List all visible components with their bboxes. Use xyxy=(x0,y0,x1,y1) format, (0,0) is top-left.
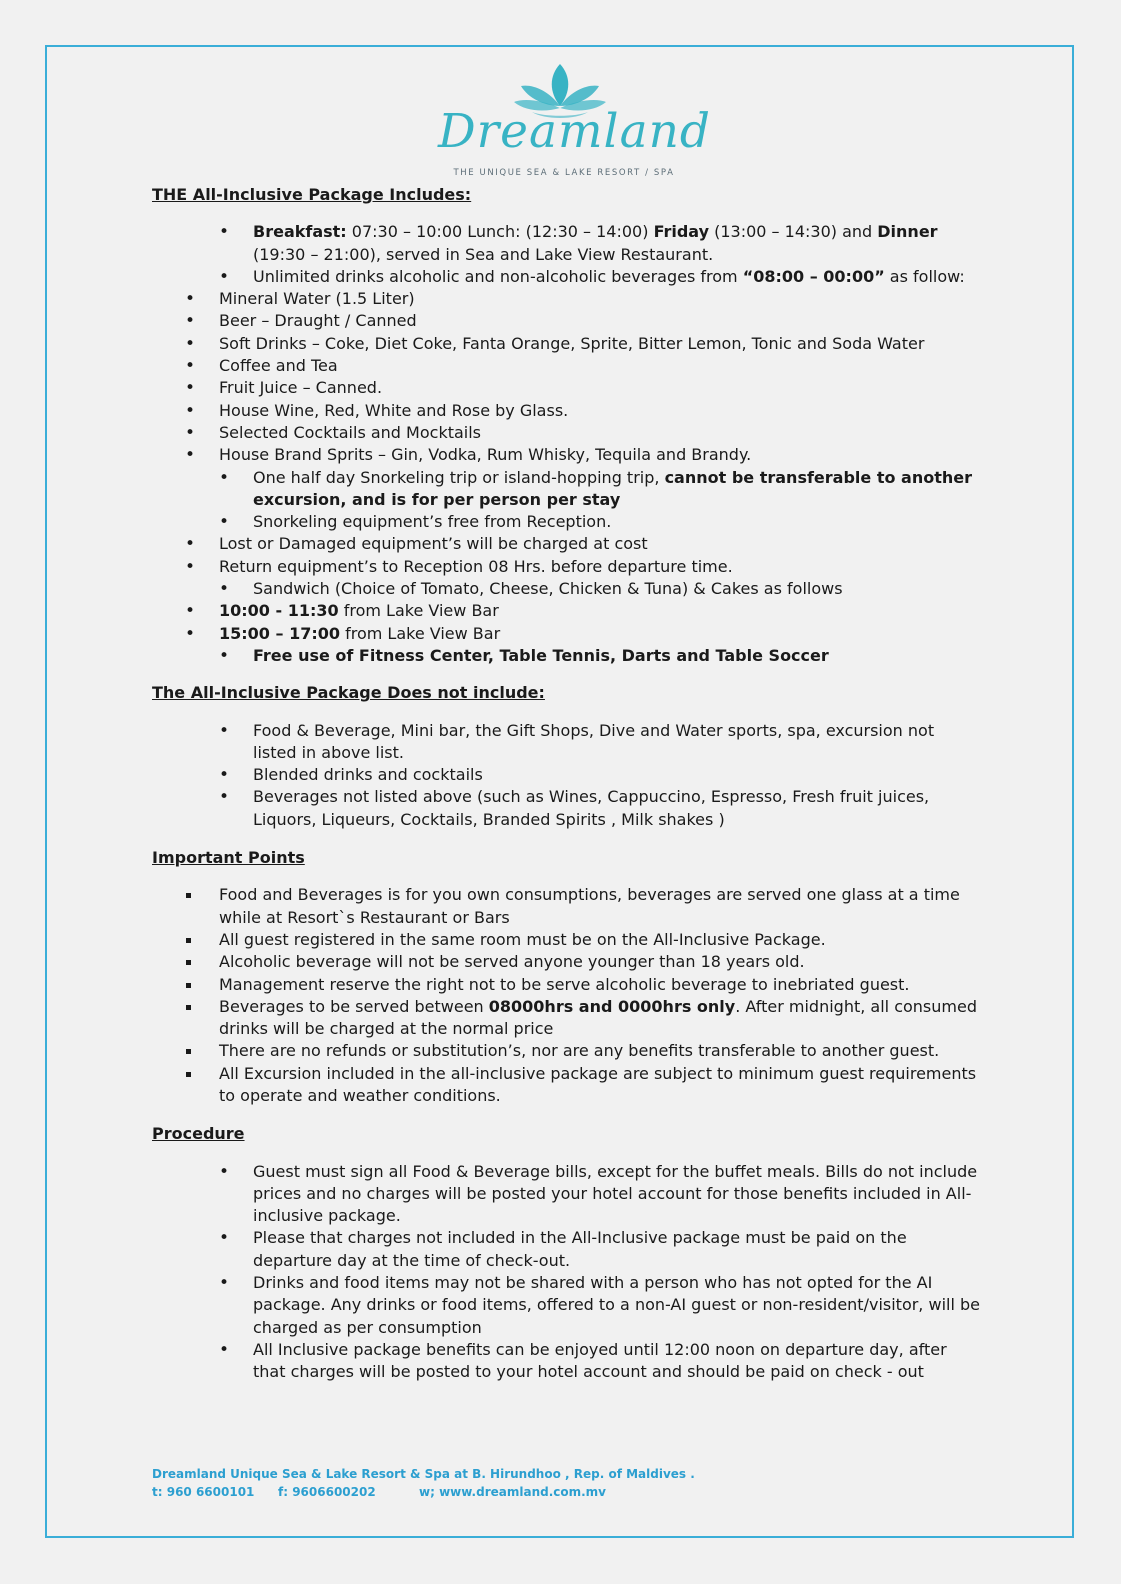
list-item xyxy=(152,600,982,622)
sandwich-place: from Lake View Bar xyxy=(338,601,499,621)
breakfast-label: Breakfast: xyxy=(253,222,347,242)
list-item: • Mineral Water (1.5 Liter) xyxy=(152,288,982,310)
list-item: There are no refunds or substitution’s, nor are any benefits transferable to another guest. xyxy=(219,1040,982,1062)
list-item: • Return equipment’s to Reception 08 Hrs. before departure time. xyxy=(152,556,982,578)
list-item xyxy=(152,623,982,645)
important-heading: Important Points xyxy=(152,848,305,868)
sandwich-list xyxy=(152,600,982,645)
important-list xyxy=(152,884,982,1107)
hours-bold: 08000hrs and 0000hrs only xyxy=(488,996,736,1016)
procedure-heading: Procedure xyxy=(152,1124,245,1144)
hours-post: . After midnight, all consumed drinks will be charged at the normal price xyxy=(219,996,977,1039)
list-item: All Excursion included in the all-inclusive package are subject to minimum guest requirements to operate and weather conditions. xyxy=(219,1063,982,1108)
sandwich-time: 10:00 - 11:30 xyxy=(219,601,339,621)
drinks-hours: “08:00 – 00:00” xyxy=(742,266,885,286)
free-use-text: Free use of Fitness Center, Table Tennis, Darts and Table Soccer xyxy=(253,645,829,665)
drinks-list xyxy=(152,288,982,466)
logo-tagline: THE UNIQUE SEA & LAKE RESORT / SPA xyxy=(453,168,675,178)
excludes-list xyxy=(152,720,982,831)
logo-wordmark: Dreamland xyxy=(438,104,711,159)
snorkel-list xyxy=(152,533,982,578)
list-item: • Lost or Damaged equipment’s will be charged at cost xyxy=(152,533,982,555)
list-item-trip xyxy=(253,467,982,512)
list-item: • Please that charges not included in the All-Inclusive package must be paid on the departure day at the time of check-out. xyxy=(253,1227,982,1272)
includes-list xyxy=(152,221,982,667)
snorkel-text: Snorkeling equipment’s free from Reception. xyxy=(253,512,612,532)
list-item: • House Brand Sprits – Gin, Vodka, Rum Whisky, Tequila and Brandy. xyxy=(152,444,982,466)
excludes-heading: The All-Inclusive Package Does not include: xyxy=(152,683,545,703)
list-item-free-use xyxy=(253,645,982,667)
list-item: • Coffee and Tea xyxy=(152,355,982,377)
list-item: All guest registered in the same room must be on the All-Inclusive Package. xyxy=(219,929,982,951)
footer-address: Dreamland Unique Sea & Lake Resort & Spa at B. Hirundhoo , Rep. of Maldives . xyxy=(152,1467,695,1481)
list-item: • All Inclusive package benefits can be enjoyed until 12:00 noon on departure day, after that charges will be posted to your hotel account and should be paid on check - out xyxy=(253,1339,982,1384)
hours-pre: Beverages to be served between xyxy=(219,996,489,1016)
footer-fax: f: 9606600202 xyxy=(278,1485,376,1499)
dinner-time: (19:30 – 21:00), served in Sea and Lake View Restaurant. xyxy=(253,244,714,264)
list-item-drinks xyxy=(219,266,982,467)
breakfast-time: 07:30 – 10:00 Lunch: (12:30 – 14:00) xyxy=(346,222,654,242)
trip-text: One half day Snorkeling trip or island-hopping trip, xyxy=(253,467,665,487)
list-item: Management reserve the right not to be serve alcoholic beverage to inebriated guest. xyxy=(219,974,982,996)
footer-contacts xyxy=(152,1483,695,1501)
dinner-label: Dinner xyxy=(877,222,938,242)
list-item: • Beer – Draught / Canned xyxy=(152,310,982,332)
list-item: Alcoholic beverage will not be served anyone younger than 18 years old. xyxy=(219,951,982,973)
list-item: • House Wine, Red, White and Rose by Glass. xyxy=(152,400,982,422)
trip-bold: cannot be transferable to another excursion, and is for per person per stay xyxy=(253,467,972,509)
list-item: • Selected Cocktails and Mocktails xyxy=(152,422,982,444)
footer-tel: t: 960 6600101 xyxy=(152,1485,255,1499)
list-item: • Food & Beverage, Mini bar, the Gift Shops, Dive and Water sports, spa, excursion not listed in above list. xyxy=(253,720,982,765)
document-body xyxy=(152,184,982,1384)
sandwich-time: 15:00 – 17:00 xyxy=(219,623,340,643)
sandwich-place: from Lake View Bar xyxy=(340,623,501,643)
list-item: Food and Beverages is for you own consumptions, beverages are served one glass at a time while at Resort`s Restaurant or Bars xyxy=(219,884,982,929)
drinks-suffix: as follow: xyxy=(884,266,965,286)
list-item: • Beverages not listed above (such as Wines, Cappuccino, Espresso, Fresh fruit juices, Liquors, Liqueurs, Cocktails, Branded Spirits , Milk shakes ) xyxy=(253,786,982,831)
page-footer xyxy=(152,1465,695,1501)
list-item-meals xyxy=(253,221,982,266)
list-item: • Drinks and food items may not be shared with a person who has not opted for the AI package. Any drinks or food items, offered to a non-AI guest or non-resident/visitor, will be charged as per consumption xyxy=(253,1272,982,1339)
dreamland-logo xyxy=(420,62,711,184)
sandwich-text: Sandwich (Choice of Tomato, Cheese, Chicken & Tuna) & Cakes as follows xyxy=(253,579,843,599)
includes-heading: THE All-Inclusive Package Includes: xyxy=(152,185,472,204)
list-item: • Fruit Juice – Canned. xyxy=(152,377,982,399)
procedure-list xyxy=(152,1161,982,1384)
drinks-intro: Unlimited drinks alcoholic and non-alcoholic beverages from xyxy=(253,266,743,286)
list-item-sandwich xyxy=(219,578,982,645)
list-item-snorkel xyxy=(219,511,982,578)
list-item xyxy=(219,996,982,1041)
friday-label: Friday xyxy=(653,222,710,242)
list-item: • Soft Drinks – Coke, Diet Coke, Fanta Orange, Sprite, Bitter Lemon, Tonic and Soda Water xyxy=(152,333,982,355)
friday-time: (13:00 – 14:30) and xyxy=(709,222,878,242)
list-item: • Blended drinks and cocktails xyxy=(253,764,982,786)
footer-web[interactable]: w; www.dreamland.com.mv xyxy=(419,1485,607,1499)
list-item: • Guest must sign all Food & Beverage bills, except for the buffet meals. Bills do not include prices and no charges will be posted your hotel account for those benefits included in All-inclusive package. xyxy=(253,1161,982,1228)
